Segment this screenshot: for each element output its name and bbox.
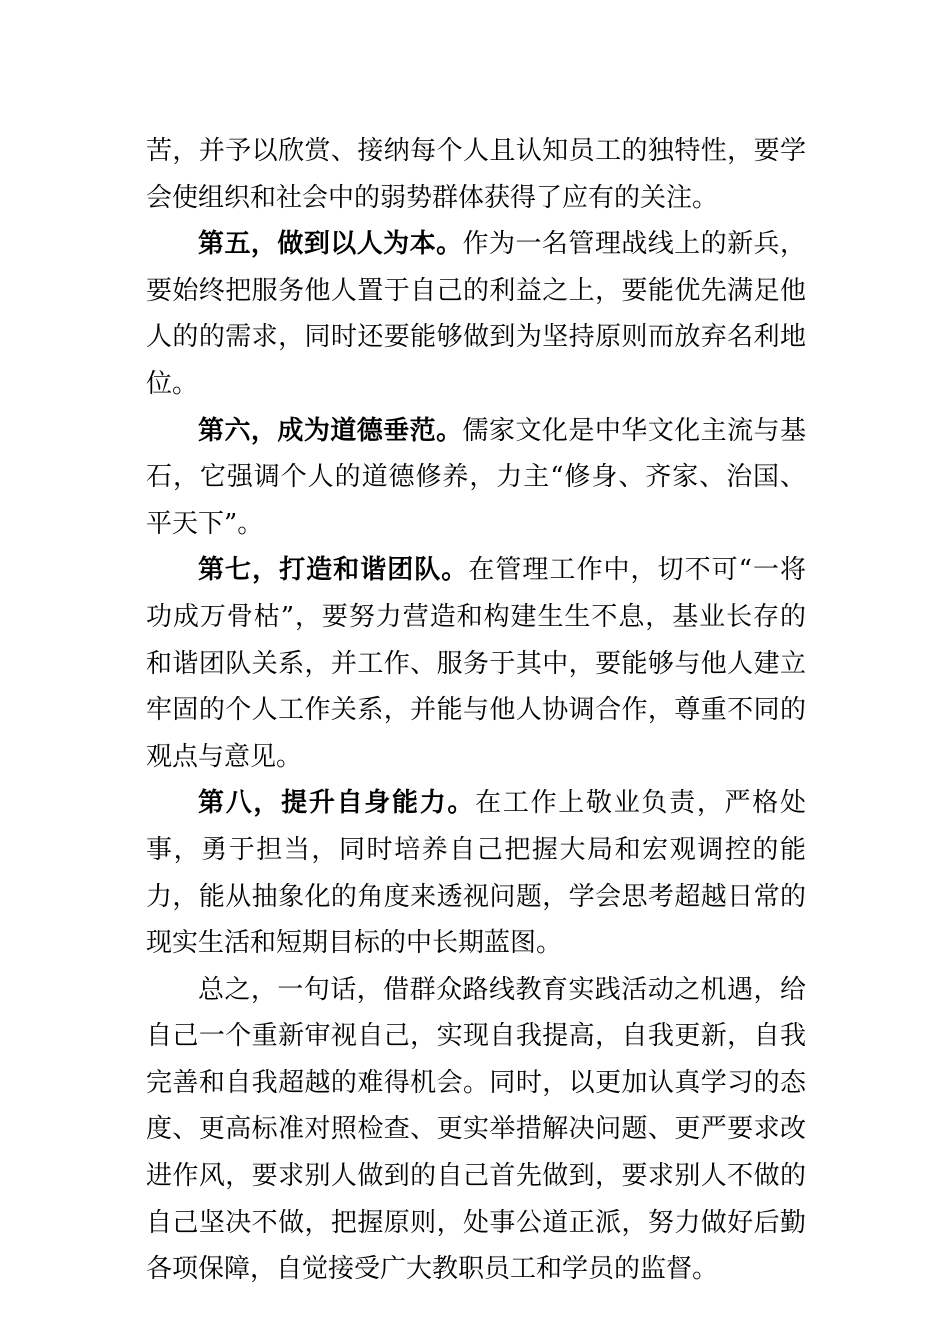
paragraph-heading: 第八，提升自身能力。 <box>198 788 476 819</box>
paragraph-heading: 第五，做到以人为本。 <box>198 229 463 260</box>
paragraph-body: 总之，一句话，借群众路线教育实践活动之机遇，给自己一个重新审视自己，实现自我提高，自我更新，自我完善和自我超越的难得机会。同时，以更加认真学习的态度、更高标准对照检查、更实举措解决问题、更严要求改进作风，要求别人做到的自己首先做到，要求别人不做的自己坚决不做，把握原则，处事公道正派，努力做好后勤各项保障，自觉接受广大教职员工和学员的监督。 <box>146 974 806 1285</box>
paragraph-heading: 第七，打造和谐团队。 <box>198 555 469 586</box>
paragraph-fifth <box>146 221 806 407</box>
paragraph-summary <box>146 967 806 1293</box>
paragraph-body: 作为一名管理战线上的新兵，要始终把服务他人置于自己的利益之上，要能优先满足他人的的需求，同时还要能够做到为坚持原则而放弃名利地位。 <box>146 229 806 399</box>
paragraph-body: 苦，并予以欣赏、接纳每个人且认知员工的独特性，要学会使组织和社会中的弱势群体获得了应有的关注。 <box>146 136 806 213</box>
paragraph-seventh <box>146 547 806 780</box>
paragraph-body: 儒家文化是中华文化主流与基石，它强调个人的道德修养，力主“修身、齐家、治国、平天下”。 <box>146 415 806 539</box>
paragraph-heading: 第六，成为道德垂范。 <box>198 415 463 446</box>
paragraph-continuation <box>146 128 806 221</box>
paragraph-eighth <box>146 780 806 966</box>
document-page <box>146 128 806 1293</box>
paragraph-body: 在工作上敬业负责，严格处事，勇于担当，同时培养自己把握大局和宏观调控的能力，能从抽象化的角度来透视问题，学会思考超越日常的现实生活和短期目标的中长期蓝图。 <box>146 788 806 959</box>
paragraph-sixth <box>146 408 806 548</box>
paragraph-body: 在管理工作中，切不可“一将功成万骨枯”，要努力营造和构建生生不息，基业长存的和谐团队关系，并工作、服务于其中，要能够与他人建立牢固的个人工作关系，并能与他人协调合作，尊重不同的观点与意见。 <box>146 555 806 772</box>
